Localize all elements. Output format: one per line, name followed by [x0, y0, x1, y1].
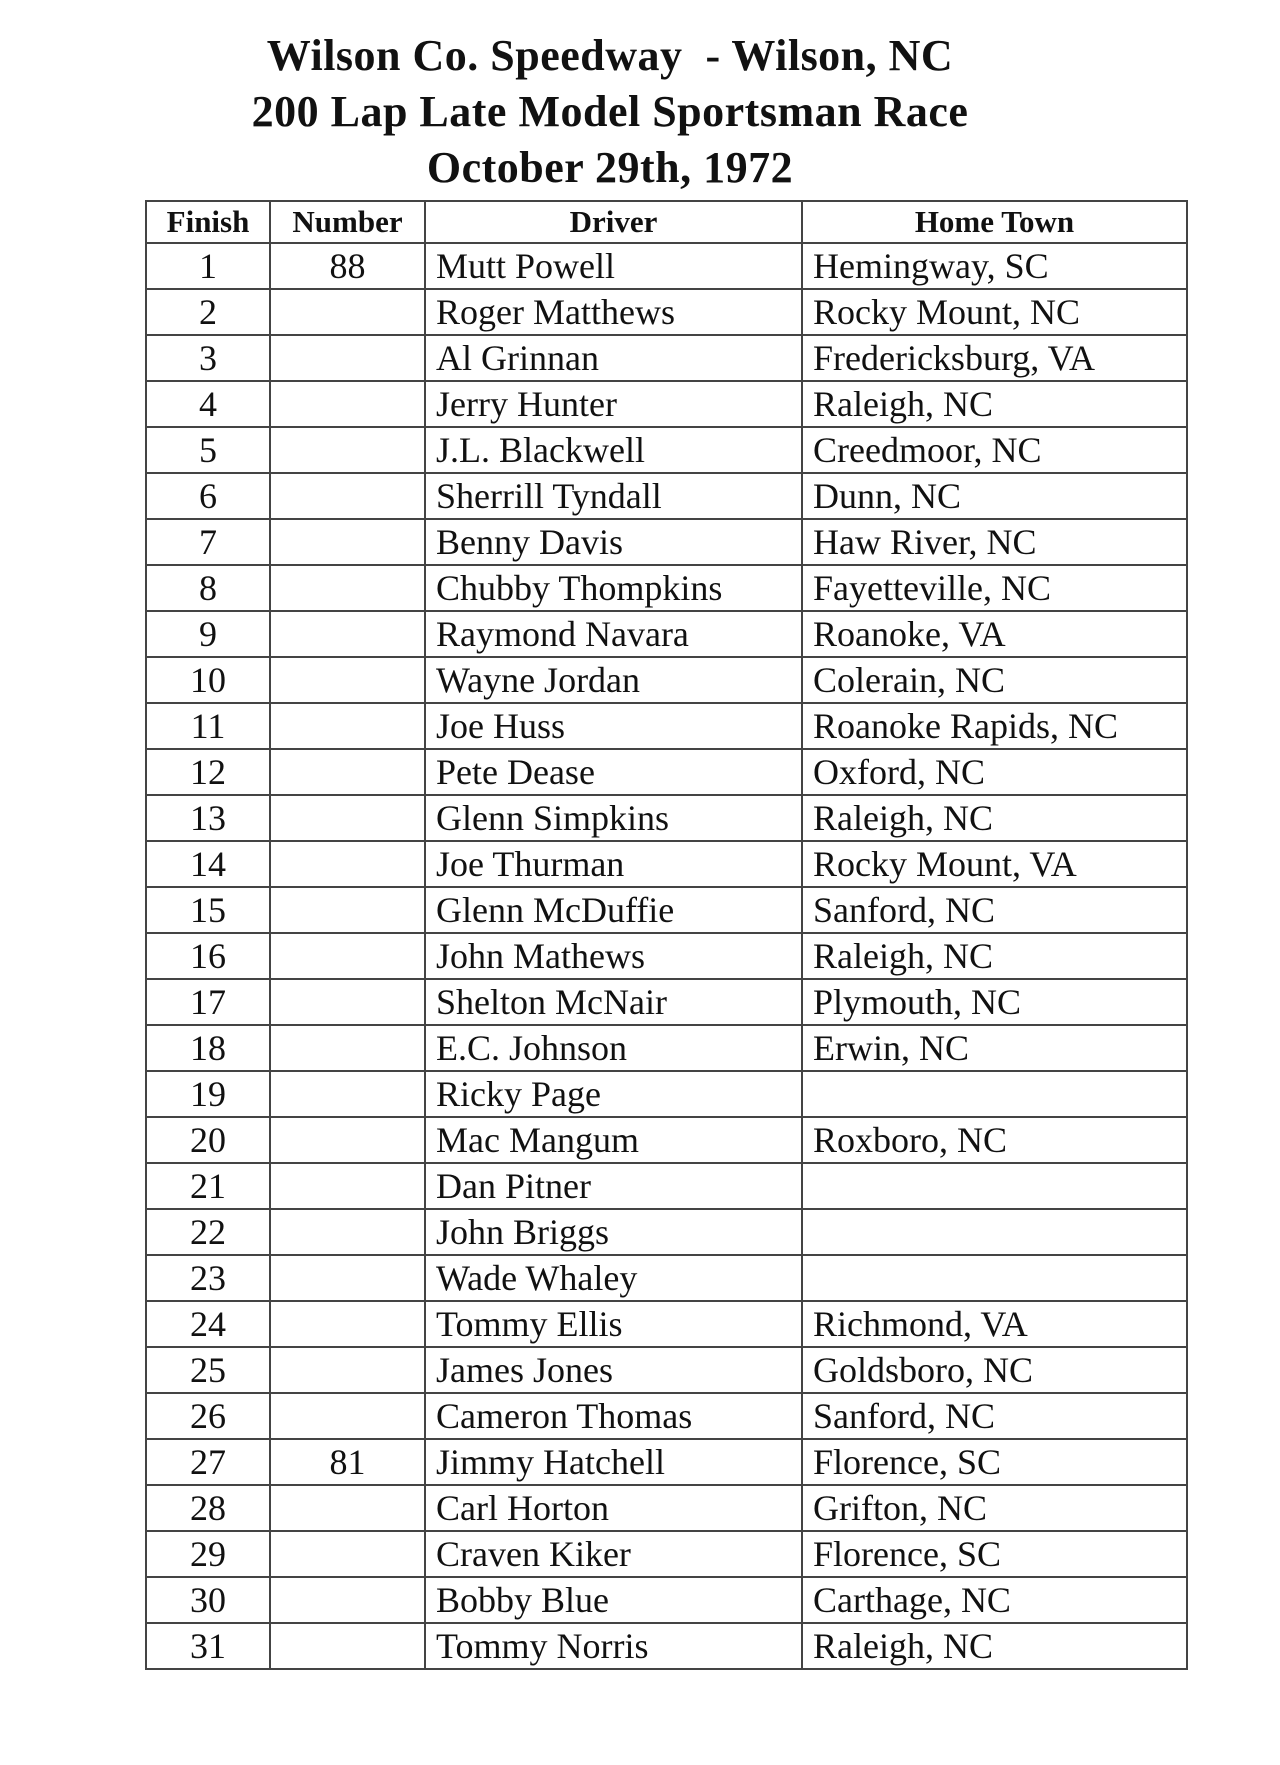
table-row: [146, 1301, 1187, 1347]
car-number-cell: 88: [270, 243, 425, 289]
finish-cell: 6: [146, 473, 270, 519]
driver-cell: Joe Huss: [425, 703, 802, 749]
car-number-cell: 81: [270, 1439, 425, 1485]
finish-cell: 25: [146, 1347, 270, 1393]
driver-cell: Jimmy Hatchell: [425, 1439, 802, 1485]
car-number-cell: [270, 887, 425, 933]
car-number-cell: [270, 1209, 425, 1255]
car-number-cell: [270, 473, 425, 519]
car-number-cell: [270, 1347, 425, 1393]
driver-cell: Tommy Norris: [425, 1623, 802, 1669]
home-town-cell: Roxboro, NC: [802, 1117, 1187, 1163]
table-row: [146, 519, 1187, 565]
car-number-cell: [270, 1485, 425, 1531]
home-town-cell: [802, 1163, 1187, 1209]
finish-cell: 9: [146, 611, 270, 657]
car-number-cell: [270, 1071, 425, 1117]
document-title: [0, 28, 1220, 196]
home-town-cell: Erwin, NC: [802, 1025, 1187, 1071]
table-row: [146, 1025, 1187, 1071]
table-row: [146, 473, 1187, 519]
table-row: [146, 887, 1187, 933]
car-number-cell: [270, 1623, 425, 1669]
home-town-cell: Roanoke Rapids, NC: [802, 703, 1187, 749]
table-row: [146, 565, 1187, 611]
car-number-cell: [270, 657, 425, 703]
home-town-cell: Goldsboro, NC: [802, 1347, 1187, 1393]
car-number-cell: [270, 1393, 425, 1439]
driver-cell: Al Grinnan: [425, 335, 802, 381]
home-town-cell: Raleigh, NC: [802, 933, 1187, 979]
car-number-cell: [270, 519, 425, 565]
finish-cell: 8: [146, 565, 270, 611]
table-row: [146, 335, 1187, 381]
header-number: Number: [270, 201, 425, 243]
table-row: [146, 1071, 1187, 1117]
car-number-cell: [270, 335, 425, 381]
driver-cell: Glenn Simpkins: [425, 795, 802, 841]
home-town-cell: Colerain, NC: [802, 657, 1187, 703]
car-number-cell: [270, 1163, 425, 1209]
home-town-cell: [802, 1209, 1187, 1255]
driver-cell: John Briggs: [425, 1209, 802, 1255]
finish-cell: 31: [146, 1623, 270, 1669]
table-row: [146, 749, 1187, 795]
finish-cell: 26: [146, 1393, 270, 1439]
driver-cell: E.C. Johnson: [425, 1025, 802, 1071]
driver-cell: John Mathews: [425, 933, 802, 979]
table-row: [146, 289, 1187, 335]
driver-cell: Mutt Powell: [425, 243, 802, 289]
finish-cell: 27: [146, 1439, 270, 1485]
header-driver: Driver: [425, 201, 802, 243]
table-row: [146, 933, 1187, 979]
finish-cell: 18: [146, 1025, 270, 1071]
table-row: [146, 979, 1187, 1025]
driver-cell: James Jones: [425, 1347, 802, 1393]
table-row: [146, 381, 1187, 427]
finish-cell: 20: [146, 1117, 270, 1163]
car-number-cell: [270, 703, 425, 749]
car-number-cell: [270, 1577, 425, 1623]
table-row: [146, 657, 1187, 703]
driver-cell: Joe Thurman: [425, 841, 802, 887]
table-row: [146, 243, 1187, 289]
finish-cell: 3: [146, 335, 270, 381]
finish-cell: 19: [146, 1071, 270, 1117]
table-row: [146, 703, 1187, 749]
car-number-cell: [270, 933, 425, 979]
home-town-cell: Fredericksburg, VA: [802, 335, 1187, 381]
car-number-cell: [270, 289, 425, 335]
finish-cell: 10: [146, 657, 270, 703]
home-town-cell: Rocky Mount, NC: [802, 289, 1187, 335]
driver-cell: J.L. Blackwell: [425, 427, 802, 473]
driver-cell: Cameron Thomas: [425, 1393, 802, 1439]
home-town-cell: Dunn, NC: [802, 473, 1187, 519]
finish-cell: 28: [146, 1485, 270, 1531]
driver-cell: Bobby Blue: [425, 1577, 802, 1623]
home-town-cell: Florence, SC: [802, 1531, 1187, 1577]
table-row: [146, 1623, 1187, 1669]
driver-cell: Shelton McNair: [425, 979, 802, 1025]
table-row: [146, 1117, 1187, 1163]
car-number-cell: [270, 979, 425, 1025]
home-town-cell: Carthage, NC: [802, 1577, 1187, 1623]
car-number-cell: [270, 1531, 425, 1577]
finish-cell: 14: [146, 841, 270, 887]
finish-cell: 22: [146, 1209, 270, 1255]
home-town-cell: Plymouth, NC: [802, 979, 1187, 1025]
finish-cell: 16: [146, 933, 270, 979]
car-number-cell: [270, 1301, 425, 1347]
home-town-cell: Fayetteville, NC: [802, 565, 1187, 611]
driver-cell: Ricky Page: [425, 1071, 802, 1117]
finish-cell: 12: [146, 749, 270, 795]
header-finish: Finish: [146, 201, 270, 243]
race-results-table: [145, 200, 1188, 1670]
header-home-town: Home Town: [802, 201, 1187, 243]
finish-cell: 17: [146, 979, 270, 1025]
driver-cell: Wade Whaley: [425, 1255, 802, 1301]
title-date: October 29th, 1972: [426, 143, 794, 192]
home-town-cell: Rocky Mount, VA: [802, 841, 1187, 887]
driver-cell: Craven Kiker: [425, 1531, 802, 1577]
home-town-cell: Florence, SC: [802, 1439, 1187, 1485]
driver-cell: Mac Mangum: [425, 1117, 802, 1163]
driver-cell: Dan Pitner: [425, 1163, 802, 1209]
home-town-cell: Raleigh, NC: [802, 381, 1187, 427]
car-number-cell: [270, 565, 425, 611]
finish-cell: 1: [146, 243, 270, 289]
home-town-cell: Oxford, NC: [802, 749, 1187, 795]
results-body: [146, 243, 1187, 1669]
table-header-row: [146, 201, 1187, 243]
title-track: Wilson Co. Speedway - Wilson, NC: [266, 31, 954, 80]
home-town-cell: Sanford, NC: [802, 887, 1187, 933]
home-town-cell: Raleigh, NC: [802, 795, 1187, 841]
home-town-cell: Roanoke, VA: [802, 611, 1187, 657]
table-row: [146, 841, 1187, 887]
table-row: [146, 1439, 1187, 1485]
car-number-cell: [270, 841, 425, 887]
table-row: [146, 1163, 1187, 1209]
finish-cell: 24: [146, 1301, 270, 1347]
finish-cell: 21: [146, 1163, 270, 1209]
table-row: [146, 427, 1187, 473]
table-row: [146, 1209, 1187, 1255]
finish-cell: 7: [146, 519, 270, 565]
table-row: [146, 1347, 1187, 1393]
table-row: [146, 1393, 1187, 1439]
driver-cell: Pete Dease: [425, 749, 802, 795]
home-town-cell: Sanford, NC: [802, 1393, 1187, 1439]
finish-cell: 23: [146, 1255, 270, 1301]
driver-cell: Raymond Navara: [425, 611, 802, 657]
finish-cell: 29: [146, 1531, 270, 1577]
finish-cell: 5: [146, 427, 270, 473]
table-row: [146, 795, 1187, 841]
table-row: [146, 611, 1187, 657]
car-number-cell: [270, 381, 425, 427]
finish-cell: 4: [146, 381, 270, 427]
home-town-cell: [802, 1071, 1187, 1117]
driver-cell: Wayne Jordan: [425, 657, 802, 703]
driver-cell: Tommy Ellis: [425, 1301, 802, 1347]
driver-cell: Jerry Hunter: [425, 381, 802, 427]
table-row: [146, 1531, 1187, 1577]
finish-cell: 13: [146, 795, 270, 841]
finish-cell: 2: [146, 289, 270, 335]
finish-cell: 11: [146, 703, 270, 749]
car-number-cell: [270, 611, 425, 657]
driver-cell: Glenn McDuffie: [425, 887, 802, 933]
car-number-cell: [270, 1255, 425, 1301]
driver-cell: Benny Davis: [425, 519, 802, 565]
home-town-cell: Haw River, NC: [802, 519, 1187, 565]
finish-cell: 15: [146, 887, 270, 933]
home-town-cell: Raleigh, NC: [802, 1623, 1187, 1669]
title-race: 200 Lap Late Model Sportsman Race: [251, 87, 969, 136]
home-town-cell: Hemingway, SC: [802, 243, 1187, 289]
car-number-cell: [270, 1025, 425, 1071]
car-number-cell: [270, 427, 425, 473]
car-number-cell: [270, 749, 425, 795]
driver-cell: Sherrill Tyndall: [425, 473, 802, 519]
finish-cell: 30: [146, 1577, 270, 1623]
table-row: [146, 1255, 1187, 1301]
car-number-cell: [270, 1117, 425, 1163]
table-row: [146, 1577, 1187, 1623]
car-number-cell: [270, 795, 425, 841]
home-town-cell: [802, 1255, 1187, 1301]
home-town-cell: Grifton, NC: [802, 1485, 1187, 1531]
home-town-cell: Richmond, VA: [802, 1301, 1187, 1347]
driver-cell: Roger Matthews: [425, 289, 802, 335]
driver-cell: Carl Horton: [425, 1485, 802, 1531]
table-row: [146, 1485, 1187, 1531]
driver-cell: Chubby Thompkins: [425, 565, 802, 611]
home-town-cell: Creedmoor, NC: [802, 427, 1187, 473]
